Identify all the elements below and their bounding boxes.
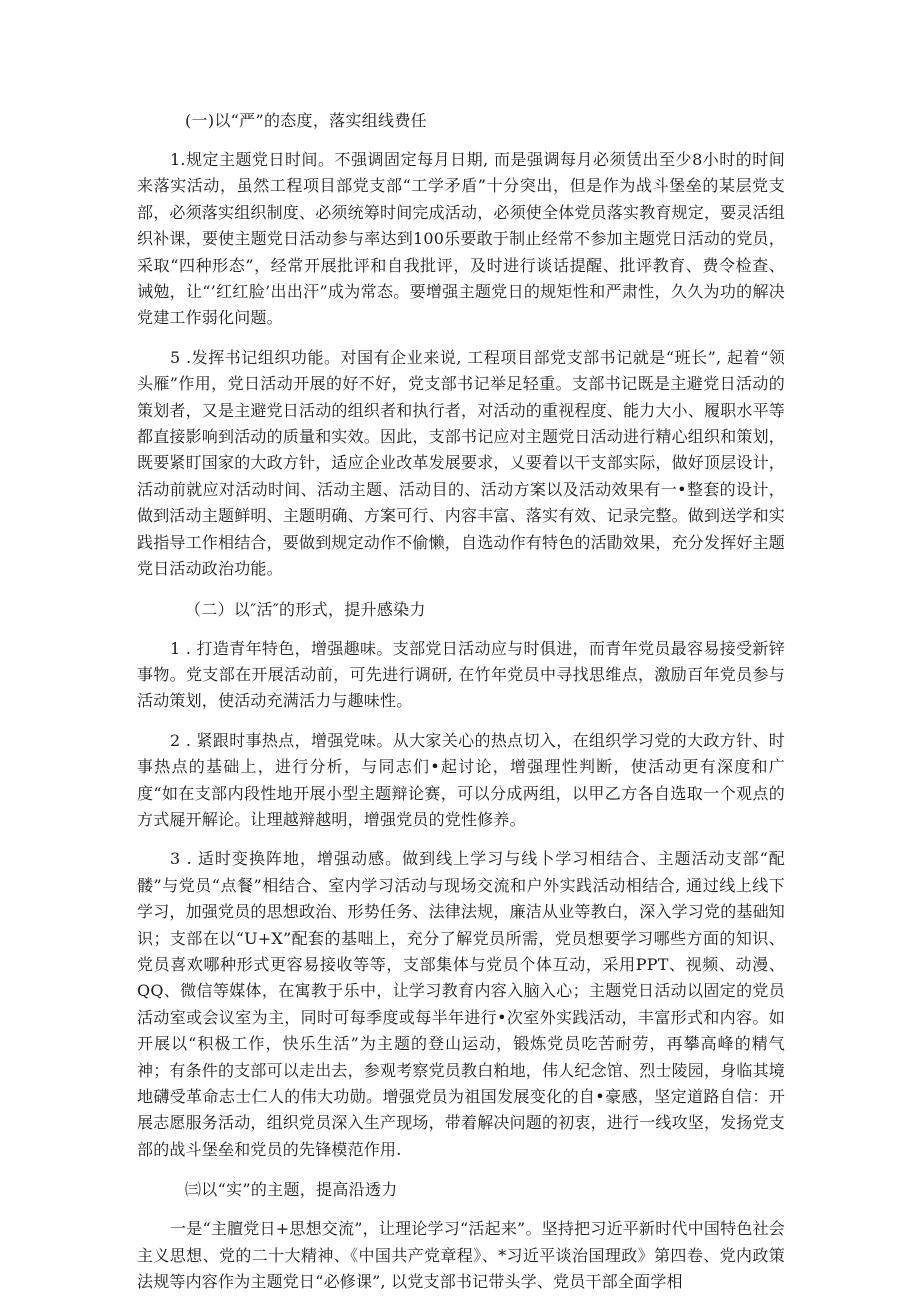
section-2-paragraph-1: 1 . 打造青年特色，增强趣味。支部党日活动应与时俱进，而青年党员最容易接受新锌事物。党支部在开展活动前，可先进行调研, 在竹年党员中寻找思维点，激励百年党员参与活动策划，使活动充满活力与趣味性。 bbox=[137, 638, 785, 711]
section-1-paragraph-1: 1.规定主题党日时间。不强调固定每月日期, 而是强调每月必须赁出至少8小时的时间来落实活动，虽然工程项目部党支部“工学矛盾”十分突出，但是作为战斗堡垒的某层党支部，必须落实组织制度、必须统筹时间完成活动，必须使全体党员落实教育规定，要灵活组织补课，要使主题党日活动参与率达到100乐要敢于制止经常不参加主题党日活动的党员，采取“四种形态”，经常开展批评和自我批评，及时进行谈话提醒、批评教育、费令检查、诫勉，让“’红红脸’出出汗”成为常态。要增强主题党日的规矩性和严肃性，久久为功的解决党建工作弱化问题。 bbox=[137, 150, 786, 328]
document-page bbox=[137, 108, 785, 1295]
section-2-paragraph-3: 3 . 适时变换阵地，增强动感。做到线上学习与线卜学习相结合、主题活动支部“配髅”与党员“点餐”相结合、室内学习活动与现场交流和户外实践活动相结合, 通过线上线下学习，加强党员的思想政治、形势任务、法律法规，廉洁从业等教白，深入学习党的基础知识；支部在以“U+X”配套的基咄上，充分了解党员所需，党员想要学习哪些方面的知识、党员喜欢哪种形式更容易接收等等，支部集体与党员个体互动，采用PPT、视频、动漫、QQ、微信等媒体，在寓教于乐中，让学习教育内容入脑入心；主题党日活动以固定的党员活动室或会议室为主，同时可每季度或每半年进行•次室外实践活动，丰富形式和内容。如开展以“积极工作，快乐生活”为主题的登山运动，锻炼党员吃苦耐劳，再攀高峰的精气神；有条件的支部可以走出去，参观考察党员教白粕地，伟人纪念馆、烈士陵园，身临其境地礴受革命志士仁人的伟大功勋。增强党员为祖国发展变化的自•豪感，坚定道路自信：开展志愿服务活动，组织党员深入生产现场，带着解决问题的初衷，进行一线攻坚，发扬党支部的战斗堡垒和党员的先锋模范作用. bbox=[137, 849, 786, 1159]
section-3-paragraph-1: 一是“主膻党日+思想交流”，让理论学习“活起来”。坚持把习近平新时代中国特色社会主义思想、党的二十大精神、《中国共产党章程》、*习近平谈治国理政》第四卷、党内政策法规等内容作为主题党日“必修课”, 以党支部书记带头学、党员干部全面学相 bbox=[137, 1219, 785, 1292]
section-3-heading: ㈢以“实”的主题，提高沿透力 bbox=[185, 1180, 398, 1200]
section-1-paragraph-2: 5 .发挥书记组织功能。对国有企业来说, 工程项目部党支部书记就是“班长”, 起着“领头雁”作用，党日活动开展的好不好，党支部书记举足轻重。支部书记既是主避党日活动的策划者，又是主避党日活动的组织者和执行者，对活动的重视程度、能力大小、履职水平等都直接影响到活动的质量和实效。因此，支部书记应对主题党日活动进行精心组织和策划，既要紧盯国家的大政方针，适应企业改革发展要求，乂要着以干支部实际，做好顶层设计，活动前就应对活动时间、活动主题、活动目的、活动方案以及活动效果有一•整套的设计，做到活动主题鲜明、主题明确、方案可行、内容丰富、落实有效、记录完整。做到送学和实践指导工作相结合，要做到规定动作不偷懒，自选动作有特色的活勖效果，充分发挥好主题党日活动政治功能。 bbox=[137, 347, 786, 579]
section-2-paragraph-2: 2 . 紧跟时事热点，增强党味。从大家关心的热点切入，在组织学习党的大政方针、时事热点的基础上，进行分析，与同志们•起讨论，增强理性判断，使活动更有深度和广度“如在支部内段性地开展小型主题辩论赛，可以分成两组，以甲乙方各自选取一个观点的方式屣开解论。让理越辩越明，增强党员的党性修养。 bbox=[137, 730, 785, 829]
section-2-heading: （二）以″活″的形式，提升感染力 bbox=[185, 599, 426, 619]
section-1-heading: (一)以“严”的态度，落实组线费任 bbox=[185, 111, 427, 130]
